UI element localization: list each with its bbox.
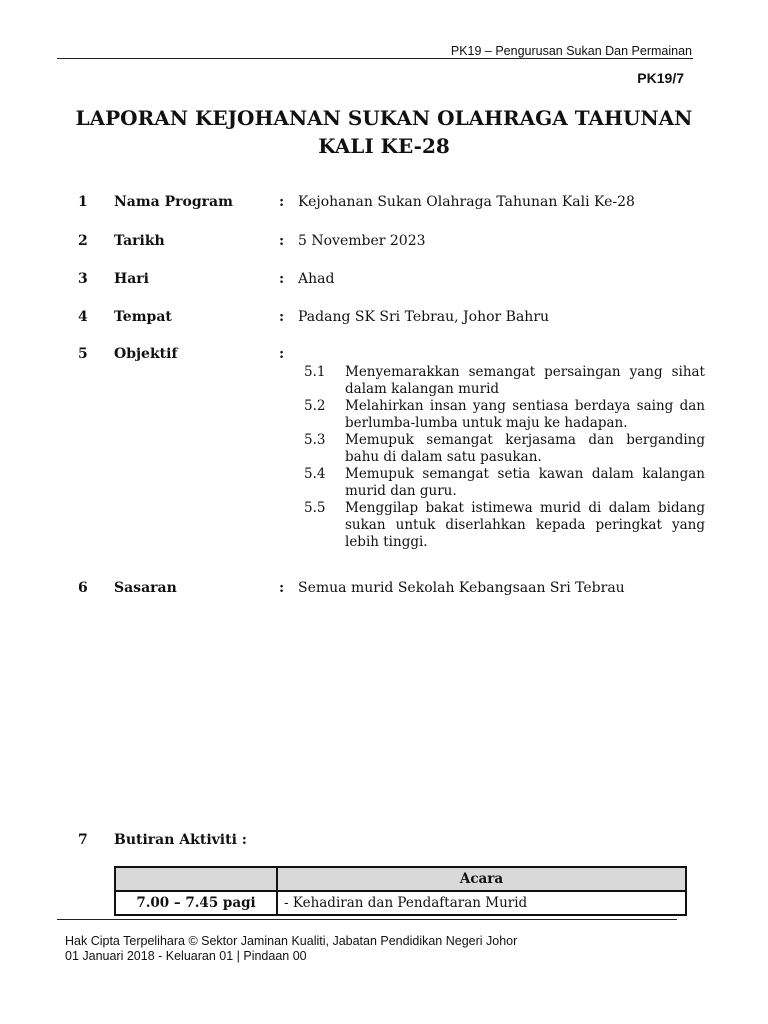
footer-copyright: Hak Cipta Terpelihara © Sektor Jaminan Kualiti, Jabatan Pendidikan Negeri Johor xyxy=(65,934,518,948)
document-title xyxy=(57,104,711,160)
objective-number: 5.1 xyxy=(304,364,326,380)
field-number: 3 xyxy=(78,271,88,287)
objective-number: 5.4 xyxy=(304,466,326,482)
field-label: Tarikh xyxy=(114,233,165,249)
table-header-row xyxy=(115,867,686,891)
field-number: 4 xyxy=(78,309,88,325)
field-colon: : xyxy=(279,580,285,596)
field-colon: : xyxy=(279,271,285,287)
objective-text: Menggilap bakat istimewa murid di dalam bidang sukan untuk diserlahkan kepada peringkat yang lebih tinggi. xyxy=(345,500,705,550)
field-number: 6 xyxy=(78,580,88,596)
list-item xyxy=(304,432,705,466)
objective-text: Melahirkan insan yang sentiasa berdaya saing dan berlumba-lumba untuk maju ke hadapan. xyxy=(345,398,705,431)
field-label: Nama Program xyxy=(114,194,233,210)
header-divider xyxy=(57,58,693,59)
table-header-cell: Acara xyxy=(277,867,686,891)
table-row xyxy=(115,891,686,915)
objective-text: Memupuk semangat kerjasama dan berganding bahu di dalam satu pasukan. xyxy=(345,432,705,465)
field-colon: : xyxy=(279,233,285,249)
field-label: Objektif xyxy=(114,346,178,362)
field-label: Tempat xyxy=(114,309,172,325)
activity-table xyxy=(114,866,687,916)
footer-divider xyxy=(57,919,677,920)
field-value: Padang SK Sri Tebrau, Johor Bahru xyxy=(298,309,550,325)
objective-number: 5.3 xyxy=(304,432,326,448)
table-header-cell xyxy=(115,867,277,891)
list-item xyxy=(304,364,705,398)
page-footer xyxy=(65,934,517,964)
field-label: Sasaran xyxy=(114,580,177,596)
objective-text: Menyemarakkan semangat persaingan yang sihat dalam kalangan murid xyxy=(345,364,705,397)
field-number: 2 xyxy=(78,233,88,249)
document-code: PK19/7 xyxy=(637,70,684,86)
field-label: Hari xyxy=(114,271,149,287)
title-line-2: KALI KE-28 xyxy=(318,134,450,158)
footer-version: 01 Januari 2018 - Keluaran 01 | Pindaan 00 xyxy=(65,949,307,963)
field-value: Kejohanan Sukan Olahraga Tahunan Kali Ke-28 xyxy=(298,194,635,210)
objective-number: 5.5 xyxy=(304,500,326,516)
title-line-1: LAPORAN KEJOHANAN SUKAN OLAHRAGA TAHUNAN xyxy=(75,106,693,130)
field-number: 5 xyxy=(78,346,88,362)
page-header-text: PK19 – Pengurusan Sukan Dan Permainan xyxy=(450,44,692,58)
field-label: Butiran Aktiviti : xyxy=(114,832,247,848)
objective-number: 5.2 xyxy=(304,398,326,414)
list-item xyxy=(304,398,705,432)
table-cell-time: 7.00 – 7.45 pagi xyxy=(115,891,277,915)
field-colon: : xyxy=(279,346,285,362)
objective-text: Memupuk semangat setia kawan dalam kalangan murid dan guru. xyxy=(345,466,705,499)
objectives-list xyxy=(304,364,705,551)
field-colon: : xyxy=(279,309,285,325)
list-item xyxy=(304,466,705,500)
table-cell-event: - Kehadiran dan Pendaftaran Murid xyxy=(277,891,686,915)
field-number: 1 xyxy=(78,194,88,210)
field-value: Ahad xyxy=(298,271,335,287)
field-colon: : xyxy=(279,194,285,210)
field-value: Semua murid Sekolah Kebangsaan Sri Tebrau xyxy=(298,580,625,596)
field-value: 5 November 2023 xyxy=(298,233,426,249)
field-number: 7 xyxy=(78,832,88,848)
list-item xyxy=(304,500,705,551)
